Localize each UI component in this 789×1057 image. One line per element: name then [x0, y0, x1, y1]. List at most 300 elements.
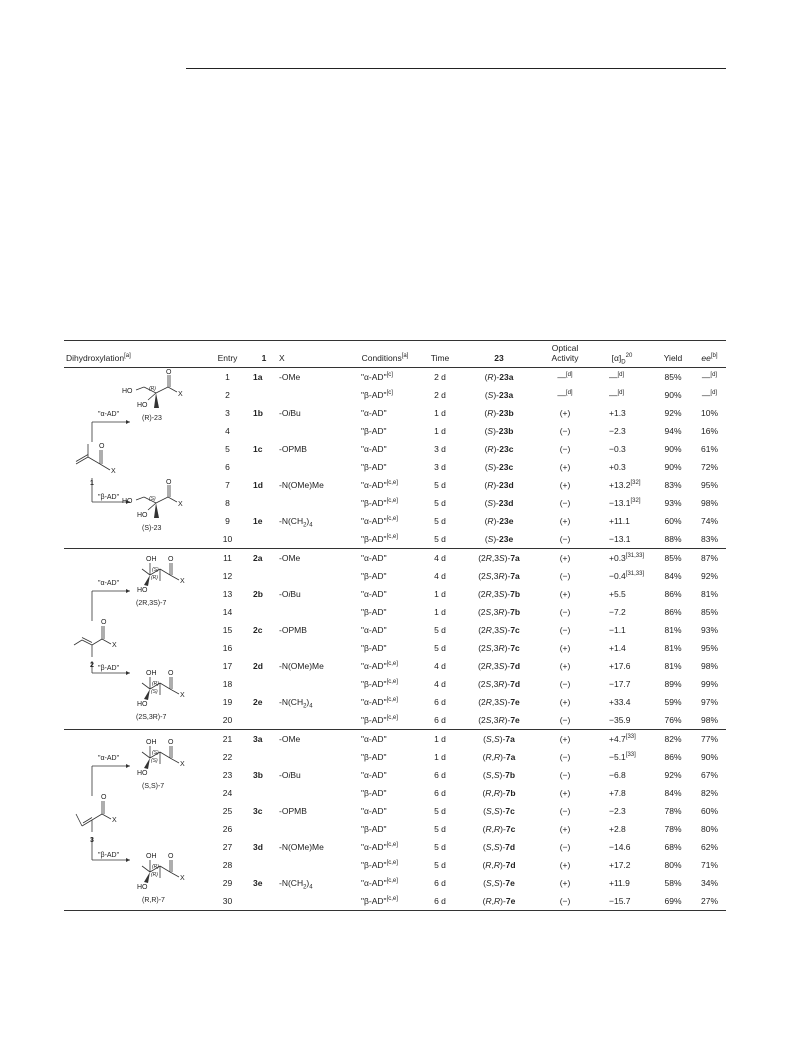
- scheme-2-upper-o: O: [168, 556, 174, 563]
- ee-cell: 10%: [700, 407, 718, 418]
- ee-cell: 92%: [700, 571, 718, 581]
- header-row: [64, 341, 726, 368]
- specific-rotation-cell: −15.7: [591, 892, 653, 911]
- scheme-1-diagram: [64, 368, 204, 546]
- conditions-cell: "α-AD": [361, 769, 387, 780]
- scheme-3-lower-x: X: [180, 875, 185, 882]
- conditions-cell: "α-AD": [361, 553, 387, 563]
- ee-cell: 83%: [693, 530, 726, 549]
- ee-cell: 67%: [700, 769, 718, 780]
- time-cell: 1 d: [434, 734, 446, 744]
- conditions-cell: "β-AD": [361, 787, 387, 798]
- x-group-cell: [277, 766, 349, 784]
- conditions-cell: "α-AD": [361, 588, 387, 599]
- product-cell: (R)-23a: [484, 372, 514, 382]
- yield-cell: 93%: [664, 497, 682, 508]
- entry-cell: 24: [222, 787, 233, 798]
- entry-cell: 19: [222, 696, 233, 707]
- ee-cell: 72%: [700, 461, 718, 472]
- product-cell: (S,S)-7c: [483, 805, 515, 816]
- x-group-cell: -N(OMe)Me: [279, 841, 324, 852]
- product-cell: (2R,3S)-7d: [477, 660, 521, 671]
- x-group-text: $-N(CH_2)_4$: [279, 696, 313, 710]
- scheme-3-start-label: 3: [90, 837, 94, 844]
- substrate-cell: 2d: [253, 660, 263, 671]
- x-group-cell: [277, 458, 349, 476]
- ee-cell: 85%: [700, 606, 718, 617]
- x-group-cell: [277, 874, 349, 892]
- yield-cell: 78%: [664, 823, 682, 834]
- x-group-cell: [277, 820, 349, 838]
- time-cell: 4 d: [434, 571, 446, 581]
- conditions-cell: "β-AD": [361, 571, 387, 581]
- header-x: X: [279, 353, 285, 363]
- substrate-cell: [251, 603, 277, 621]
- scheme-1-lower-ho-2: HO: [137, 512, 148, 519]
- ee-cell: 81%: [700, 588, 718, 599]
- optical-activity-cell: (−): [559, 678, 571, 689]
- product-cell: (2S,3R)-7d: [477, 678, 521, 689]
- scheme-1-ketone-o: O: [99, 443, 105, 450]
- scheme-2-upper-x: X: [180, 578, 185, 585]
- x-group-cell: [277, 711, 349, 730]
- conditions-cell: "β-AD"[c,e]: [361, 859, 398, 870]
- substrate-cell: [251, 386, 277, 404]
- product-cell: (2R,3S)-7a: [478, 553, 520, 563]
- conditions-cell: "β-AD"[c,e]: [361, 497, 398, 508]
- conditions-cell: "β-AD"[c,e]: [349, 892, 421, 911]
- x-group-cell: [277, 892, 349, 911]
- x-group-cell: [277, 748, 349, 766]
- yield-cell: 90%: [664, 461, 682, 472]
- time-cell: 5 d: [434, 624, 446, 635]
- substrate-cell: [251, 458, 277, 476]
- substrate-cell: 1a: [253, 372, 263, 382]
- optical-activity-cell: (−): [559, 606, 571, 617]
- conditions-cell: "β-AD"[c,e]: [349, 711, 421, 730]
- header-time: Time: [430, 353, 450, 363]
- optical-activity-cell: (−): [559, 752, 571, 762]
- conditions-cell: "α-AD": [361, 734, 387, 744]
- scheme-cell-1: [64, 368, 204, 549]
- scheme-2-lower-ho: HO: [137, 701, 148, 708]
- scheme-2-lower-x: X: [180, 692, 185, 699]
- yield-cell: 83%: [664, 479, 682, 490]
- scheme-3-upper-product: (S,S)-7: [142, 783, 165, 790]
- x-group-text: $-N(CH_2)_4$: [279, 877, 313, 891]
- yield-cell: 94%: [664, 425, 682, 436]
- scheme-1-upper-o: O: [166, 369, 172, 376]
- yield-cell: 90%: [664, 443, 682, 454]
- time-cell: 6 d: [434, 787, 446, 798]
- header-dihydroxylation: Dihydroxylation[a]: [66, 353, 131, 363]
- yield-cell: 82%: [664, 734, 682, 744]
- optical-activity-cell: —[d]: [557, 372, 573, 382]
- substrate-cell: 1d: [253, 479, 263, 490]
- header-ee: ee[b]: [701, 353, 718, 363]
- time-cell: 6 d: [421, 892, 459, 911]
- substrate-cell: 1c: [253, 443, 263, 454]
- entry-cell: 10: [204, 530, 251, 549]
- product-cell: (S,S)-7b: [482, 769, 516, 780]
- conditions-cell: "β-AD"[c,e]: [349, 530, 421, 549]
- scheme-3-upper-ho: HO: [137, 770, 148, 777]
- optical-activity-cell: (−): [559, 571, 571, 581]
- x-group-cell: -OPMB: [279, 805, 307, 816]
- scheme-2-beta-label: "β-AD": [98, 665, 120, 672]
- scheme-1-upper-product: (R)-23: [142, 415, 162, 422]
- ee-cell: 99%: [700, 678, 718, 689]
- conditions-cell: "α-AD"[c]: [361, 372, 393, 382]
- entry-cell: 6: [225, 461, 230, 472]
- scheme-1-alpha-label: "α-AD": [98, 411, 120, 418]
- substrate-cell: [251, 639, 277, 657]
- specific-rotation-cell: +1.3: [609, 407, 626, 418]
- entry-cell: 11: [223, 553, 232, 563]
- optical-activity-cell: (+): [559, 479, 571, 490]
- scheme-3-ketone-o: O: [101, 794, 107, 801]
- scheme-2-lower-stereo-2: (R): [152, 681, 159, 687]
- table-row: [64, 549, 726, 568]
- scheme-2-lower-product: (2S,3R)-7: [136, 714, 167, 721]
- entry-cell: 17: [222, 660, 233, 671]
- substrate-cell: [251, 820, 277, 838]
- product-cell: (2R,3S)-7e: [478, 696, 520, 707]
- time-cell: 1 d: [434, 425, 446, 436]
- specific-rotation-cell: —[d]: [609, 372, 625, 382]
- conditions-cell: "β-AD": [361, 425, 387, 436]
- scheme-3-lower-ho: HO: [137, 884, 148, 891]
- entry-cell: 9: [225, 515, 230, 526]
- scheme-1-lower-x: X: [178, 501, 183, 508]
- ee-cell: 60%: [700, 805, 718, 816]
- ee-cell: 27%: [693, 892, 726, 911]
- substrate-cell: 1b: [253, 407, 263, 418]
- conditions-cell: "α-AD"[c,e]: [361, 841, 398, 852]
- specific-rotation-cell: +2.8: [609, 823, 626, 834]
- specific-rotation-cell: −1.1: [609, 624, 626, 635]
- scheme-2-alpha-label: "α-AD": [98, 580, 120, 587]
- x-group-cell: [277, 512, 349, 530]
- specific-rotation-cell: −17.7: [609, 678, 631, 689]
- x-group-cell: [277, 386, 349, 404]
- optical-activity-cell: (+): [559, 553, 571, 563]
- substrate-cell: [251, 422, 277, 440]
- specific-rotation-cell: −7.2: [609, 606, 626, 617]
- scheme-2-upper-stereo-1: (R): [151, 575, 158, 581]
- entry-cell: 22: [222, 752, 233, 762]
- table-row: [64, 730, 726, 749]
- ee-cell: 16%: [700, 425, 718, 436]
- x-group-cell: [277, 404, 349, 422]
- time-cell: 3 d: [434, 461, 446, 472]
- specific-rotation-cell: +17.2: [609, 859, 631, 870]
- specific-rotation-cell: +0.3: [609, 461, 626, 472]
- yield-cell: 76%: [653, 711, 693, 730]
- time-cell: 4 d: [434, 660, 446, 671]
- substrate-cell: [251, 784, 277, 802]
- scheme-3-upper-o: O: [168, 739, 174, 746]
- entry-cell: 14: [222, 606, 233, 617]
- x-group-cell: [277, 494, 349, 512]
- yield-cell: 86%: [664, 606, 682, 617]
- entry-cell: 26: [222, 823, 233, 834]
- scheme-1-upper-ho: HO: [122, 388, 133, 395]
- optical-activity-cell: (+): [559, 734, 571, 744]
- product-cell: (S)-23d: [484, 497, 514, 508]
- optical-activity-cell: (−): [559, 805, 571, 816]
- scheme-3-diagram: [64, 730, 204, 908]
- product-cell: (2S,3R)-7e: [459, 711, 539, 730]
- substrate-cell: [251, 892, 277, 911]
- substrate-cell: [251, 856, 277, 874]
- product-cell: (S,S)-7a: [483, 734, 515, 744]
- substrate-cell: 1e: [253, 515, 263, 526]
- scheme-3-lower-o: O: [168, 853, 174, 860]
- scheme-1-lower-product: (S)-23: [142, 525, 162, 532]
- substrate-cell: 2a: [253, 553, 263, 563]
- optical-activity-cell: (+): [559, 588, 571, 599]
- ee-cell: 95%: [700, 479, 718, 490]
- header-substrate: 1: [261, 353, 267, 363]
- product-cell: (S,S)-7d: [482, 841, 516, 852]
- substrate-cell: 3d: [253, 841, 263, 852]
- specific-rotation-cell: +11.1: [609, 515, 630, 526]
- conditions-cell: "β-AD": [361, 823, 387, 834]
- header-conditions: Conditions[a]: [361, 353, 409, 363]
- substrate-cell: [251, 748, 277, 766]
- product-cell: (R,R)-7a: [482, 752, 516, 762]
- time-cell: 5 d: [421, 530, 459, 549]
- entry-cell: 15: [222, 624, 233, 635]
- product-cell: (S)-23e: [459, 530, 539, 549]
- x-group-cell: [277, 567, 349, 585]
- scheme-2-ketone-o: O: [101, 619, 107, 626]
- product-cell: (R)-23d: [484, 479, 514, 490]
- time-cell: 2 d: [434, 390, 446, 400]
- scheme-1-lower-stereo: (S): [149, 496, 156, 502]
- scheme-3-lower-oh: OH: [146, 853, 157, 860]
- header-entry: Entry: [217, 353, 238, 363]
- time-cell: 5 d: [434, 859, 446, 870]
- x-group-cell: [277, 693, 349, 711]
- time-cell: 1 d: [434, 752, 446, 762]
- product-cell: (S)-23c: [484, 461, 514, 472]
- x-group-cell: [277, 856, 349, 874]
- optical-activity-cell: (−): [559, 497, 571, 508]
- conditions-cell: "α-AD"[c,e]: [361, 877, 398, 888]
- scheme-3-upper-oh: OH: [146, 739, 157, 746]
- product-cell: (R)-23b: [484, 407, 514, 418]
- x-group-text: $-N(CH_2)_4$: [279, 515, 313, 529]
- ee-cell: 98%: [693, 711, 726, 730]
- optical-activity-cell: (−): [559, 841, 571, 852]
- yield-cell: 92%: [664, 407, 682, 418]
- ee-cell: —[d]: [701, 390, 718, 400]
- entry-cell: 1: [225, 372, 230, 382]
- x-group-cell: -OPMB: [279, 624, 307, 635]
- time-cell: 5 d: [434, 642, 446, 653]
- yield-cell: 80%: [664, 859, 682, 870]
- time-cell: 5 d: [434, 479, 446, 490]
- ee-cell: 98%: [700, 660, 718, 671]
- specific-rotation-cell: +0.3[31,33]: [609, 553, 645, 563]
- optical-activity-cell: (−): [559, 769, 571, 780]
- specific-rotation-cell: −0.4[31,33]: [609, 571, 645, 581]
- ee-cell: 71%: [700, 859, 718, 870]
- conditions-cell: "α-AD"[c,e]: [361, 515, 398, 526]
- x-group-cell: -OMe: [279, 372, 301, 382]
- scheme-2-upper-product: (2R,3S)-7: [136, 600, 167, 607]
- scheme-2-lower-o: O: [168, 670, 174, 677]
- x-group-cell: [277, 784, 349, 802]
- time-cell: 5 d: [434, 841, 446, 852]
- specific-rotation-cell: +17.6: [609, 660, 631, 671]
- yield-cell: 86%: [664, 588, 682, 599]
- x-group-cell: -N(OMe)Me: [279, 660, 324, 671]
- substrate-cell: 2e: [253, 696, 263, 707]
- time-cell: 3 d: [434, 443, 446, 454]
- scheme-3-lower-stereo-2: (R): [152, 864, 159, 870]
- optical-activity-cell: (+): [559, 787, 571, 798]
- substrate-cell: 2b: [253, 588, 263, 599]
- header-product: 23: [494, 353, 504, 363]
- yield-cell: 90%: [664, 390, 682, 400]
- specific-rotation-cell: −13.1: [591, 530, 653, 549]
- yield-cell: 78%: [664, 805, 682, 816]
- optical-activity-cell: (+): [559, 859, 571, 870]
- scheme-cell-2: [64, 549, 204, 730]
- conditions-cell: "β-AD": [361, 642, 387, 653]
- optical-activity-cell: (−): [559, 443, 571, 454]
- optical-activity-cell: (−): [539, 530, 591, 549]
- entry-cell: 3: [225, 407, 230, 418]
- scheme-cell-3: [64, 730, 204, 911]
- specific-rotation-cell: +13.2[32]: [609, 479, 641, 490]
- conditions-cell: "α-AD": [361, 624, 387, 635]
- scheme-1-upper-ho-2: HO: [137, 402, 148, 409]
- specific-rotation-cell: −14.6: [609, 841, 631, 852]
- entry-cell: 23: [222, 769, 233, 780]
- time-cell: 6 d: [434, 696, 446, 707]
- header-yield: Yield: [663, 353, 683, 363]
- ee-cell: 82%: [700, 787, 718, 798]
- entry-cell: 28: [222, 859, 233, 870]
- scheme-1-x-label: X: [111, 468, 116, 475]
- optical-activity-cell: (+): [559, 407, 571, 418]
- x-group-text: -OiBu: [279, 769, 301, 780]
- entry-cell: 4: [225, 425, 230, 436]
- entry-cell: 2: [225, 390, 230, 400]
- conditions-cell: "β-AD": [361, 606, 387, 617]
- ee-cell: 80%: [700, 823, 718, 834]
- conditions-cell: "β-AD": [361, 461, 387, 472]
- time-cell: 5 d: [434, 805, 446, 816]
- x-group-cell: [277, 675, 349, 693]
- conditions-cell: "α-AD": [361, 443, 387, 454]
- scheme-2-upper-stereo-2: (S): [152, 567, 159, 573]
- x-group-cell: [277, 639, 349, 657]
- scheme-2-upper-oh: OH: [146, 556, 157, 563]
- entry-cell: 16: [222, 642, 233, 653]
- entry-cell: 30: [204, 892, 251, 911]
- entry-cell: 20: [204, 711, 251, 730]
- scheme-1-start-label: 1: [90, 480, 94, 487]
- specific-rotation-cell: +7.8: [609, 787, 626, 798]
- substrate-cell: 3b: [253, 769, 263, 780]
- time-cell: 1 d: [434, 407, 446, 418]
- optical-activity-cell: (+): [559, 642, 571, 653]
- entry-cell: 8: [225, 497, 230, 508]
- entry-cell: 25: [222, 805, 233, 816]
- product-cell: (R)-23c: [484, 443, 514, 454]
- scheme-3-lower-product: (R,R)-7: [142, 897, 165, 904]
- specific-rotation-cell: +1.4: [609, 642, 626, 653]
- product-cell: (R,R)-7d: [482, 859, 516, 870]
- yield-cell: 68%: [664, 841, 682, 852]
- scheme-2-lower-stereo-1: (S): [151, 689, 158, 695]
- time-cell: 1 d: [434, 588, 446, 599]
- product-cell: (2R,3S)-7c: [478, 624, 520, 635]
- entry-cell: 21: [222, 734, 233, 744]
- table-row: [64, 368, 726, 387]
- optical-activity-cell: —[d]: [557, 390, 573, 400]
- time-cell: 5 d: [434, 515, 446, 526]
- product-cell: (2S,3R)-7a: [478, 571, 520, 581]
- scheme-1-upper-x: X: [178, 391, 183, 398]
- specific-rotation-cell: +5.5: [609, 588, 626, 599]
- conditions-cell: "α-AD": [361, 407, 387, 418]
- optical-activity-cell: (+): [559, 461, 571, 472]
- conditions-cell: "β-AD": [361, 752, 387, 762]
- entry-cell: 13: [222, 588, 233, 599]
- scheme-2-start-label: 2: [90, 662, 94, 669]
- time-cell: 5 d: [434, 823, 446, 834]
- yield-cell: 81%: [664, 660, 682, 671]
- specific-rotation-cell: −5.1[33]: [609, 752, 636, 762]
- ee-cell: 93%: [700, 624, 718, 635]
- time-cell: 2 d: [434, 372, 446, 382]
- scheme-3-lower-stereo-1: (R): [151, 872, 158, 878]
- yield-cell: 59%: [664, 696, 682, 707]
- optical-activity-cell: (+): [559, 823, 571, 834]
- ee-cell: 98%: [700, 497, 718, 508]
- scheme-1-lower-ho: HO: [122, 498, 133, 505]
- product-cell: (2R,3S)-7b: [477, 588, 521, 599]
- time-cell: 6 d: [434, 877, 446, 888]
- yield-cell: 88%: [653, 530, 693, 549]
- product-cell: (R,R)-7c: [482, 823, 516, 834]
- optical-activity-cell: (−): [539, 711, 591, 730]
- yield-cell: 89%: [664, 678, 682, 689]
- time-cell: 6 d: [434, 769, 446, 780]
- product-cell: (2S,3R)-7b: [477, 606, 521, 617]
- conditions-cell: "β-AD"[c,e]: [361, 678, 398, 689]
- optical-activity-cell: (+): [559, 660, 571, 671]
- x-group-cell: [277, 422, 349, 440]
- optical-activity-cell: (+): [559, 515, 571, 526]
- time-cell: 4 d: [434, 678, 446, 689]
- table-body: [64, 368, 726, 911]
- yield-cell: 84%: [664, 787, 682, 798]
- time-cell: 5 d: [434, 497, 446, 508]
- conditions-cell: "β-AD"[c]: [361, 390, 393, 400]
- product-cell: (2S,3R)-7c: [478, 642, 520, 653]
- conditions-cell: "α-AD": [361, 805, 387, 816]
- time-cell: 1 d: [434, 606, 446, 617]
- header-optical-activity: Optical Activity: [551, 343, 579, 363]
- product-cell: (S)-23b: [484, 425, 514, 436]
